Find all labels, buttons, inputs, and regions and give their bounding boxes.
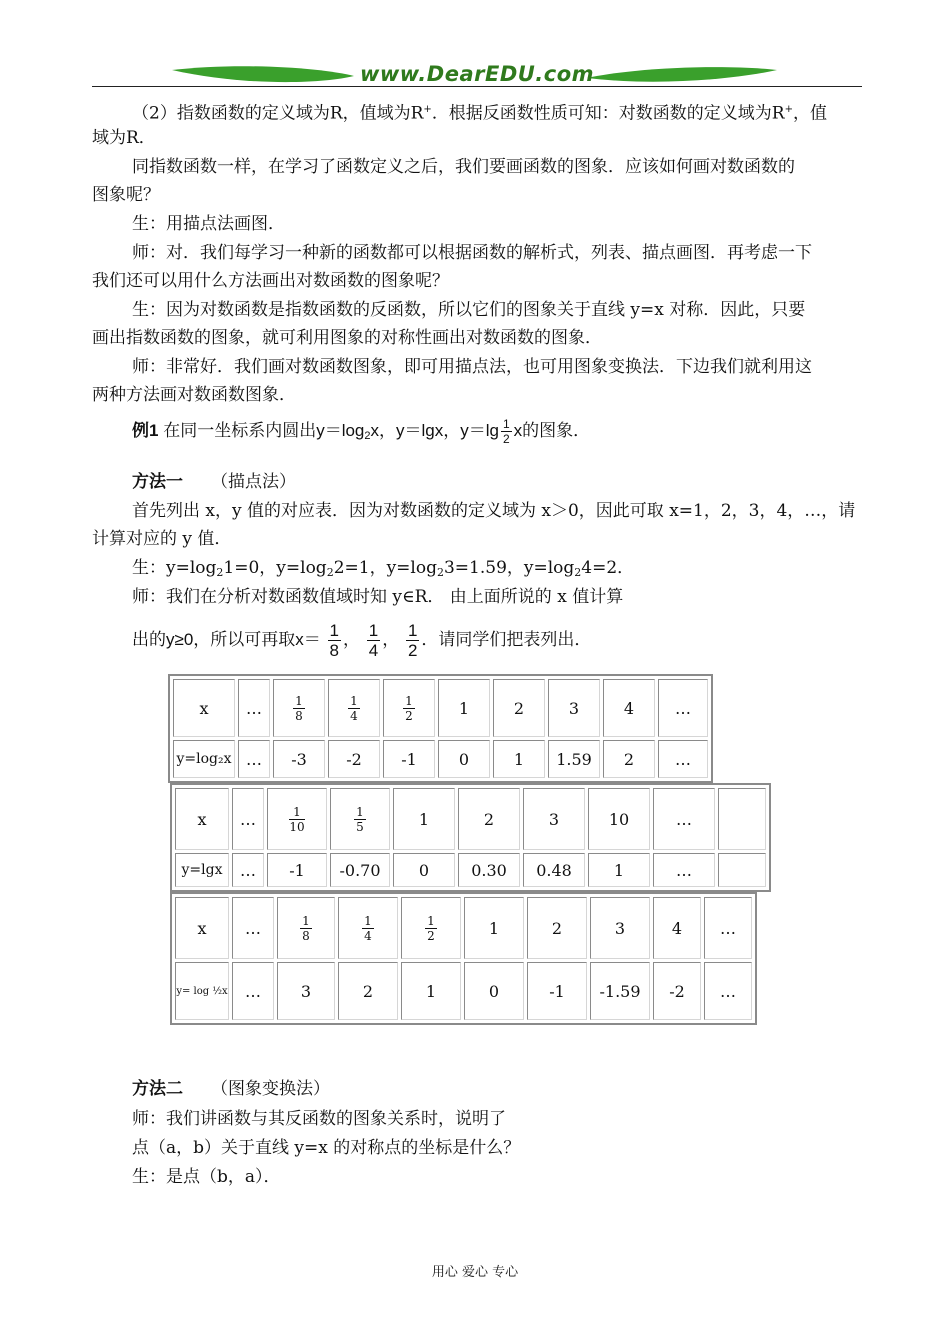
header-rule [92,86,862,87]
paragraph-domain-cont: 域为R． [92,128,156,148]
paragraph-teacher-2: 师：非常好．我们画对数函数图象，即可用描点法，也可用图象变换法．下边我们就利用这 [132,357,812,377]
table-lg [170,783,771,892]
table-row: x … $\frac{1}{8}$ $\frac{1}{4}$ $\frac{1}{2}$ 1 2 3 4 … [173,679,708,737]
paragraph-student-answer: 生：用描点法画图． [132,214,285,234]
table-log-half [170,892,757,1025]
site-url[interactable]: www.DearEDU.com [359,62,595,86]
paragraph-domain: （2）指数函数的定义域为R，值域为R+．根据反函数性质可知：对数函数的定义域为R+，值 [132,103,828,124]
table-log2 [168,674,713,783]
method-2-text-3: 生：是点（b，a）． [132,1167,281,1187]
paragraph-teacher-1-cont: 我们还可以用什么方法画出对数函数的图象呢？ [92,271,449,291]
page-footer: 用心 爱心 专心 [431,1265,519,1280]
method-2-text-2: 点（a，b）关于直线 y=x 的对称点的坐标是什么？ [132,1138,521,1158]
paragraph-student-2-cont: 画出指数函数的图象，就可利用图象的对称性画出对数函数的图象． [92,328,602,348]
method-1-text-2: 计算对应的 y 值． [92,529,232,549]
method-2-text-1: 师：我们讲函数与其反函数的图象关系时，说明了 [132,1109,506,1129]
method-1-student-values: 生：$y=\log_21=0$，$y=\log_22=1$，$y=\log_23=1.59$，$y=\log_24=2$． [132,558,635,579]
table-row: y=lgx … -1 -0.70 0 0.30 0.48 1 … [175,853,766,887]
paragraph-graph-question: 同指数函数一样，在学习了函数定义之后，我们要画函数的图象．应该如何画对数函数的 [132,157,795,177]
method-1-extra-values: 出的y≥0，所以可再取x＝ $\frac{1}{8}$ ， $\frac{1}{4}$ ， $\frac{1}{2}$ ．请同学们把表列出． [132,621,592,660]
example-1: 例1 在同一坐标系内圆出$y=\log_2x$，y＝lgx，y＝lg $\frac{1}{2}$ x的图象． [132,417,591,446]
method-1-text-1: 首先列出 x，y 值的对应表．因为对数函数的定义域为 x＞0，因此可取 x=1，2，3，4，…，请 [132,501,856,521]
paragraph-teacher-2-cont: 两种方法画对数函数图象． [92,385,296,405]
table-row: y=log₂x … -3 -2 -1 0 1 1.59 2 … [173,740,708,778]
paragraph-graph-question-cont: 图象呢？ [92,185,160,205]
table-row: x … $\frac{1}{8}$ $\frac{1}{4}$ $\frac{1}{2}$ 1 2 3 4 … [175,897,752,959]
method-1-heading: 方法一 （描点法） [132,472,296,492]
method-1-teacher: 师：我们在分析对数函数值域时知 y∈R． 由上面所说的 x 值计算 [132,587,624,607]
paragraph-teacher-1: 师：对．我们每学习一种新的函数都可以根据函数的解析式，列表、描点画图．再考虑一下 [132,243,812,263]
paragraph-student-2: 生：因为对数函数是指数函数的反函数，所以它们的图象关于直线 y=x 对称．因此，只要 [132,300,806,320]
method-2-heading: 方法二 （图象变换法） [132,1079,330,1099]
table-row: y= log ½x … 3 2 1 0 -1 -1.59 -2 … [175,962,752,1020]
fraction-half: $\frac{1}{2}$ [502,417,510,446]
table-row: x … $\frac{1}{10}$ $\frac{1}{5}$ 1 2 3 10 … [175,788,766,850]
